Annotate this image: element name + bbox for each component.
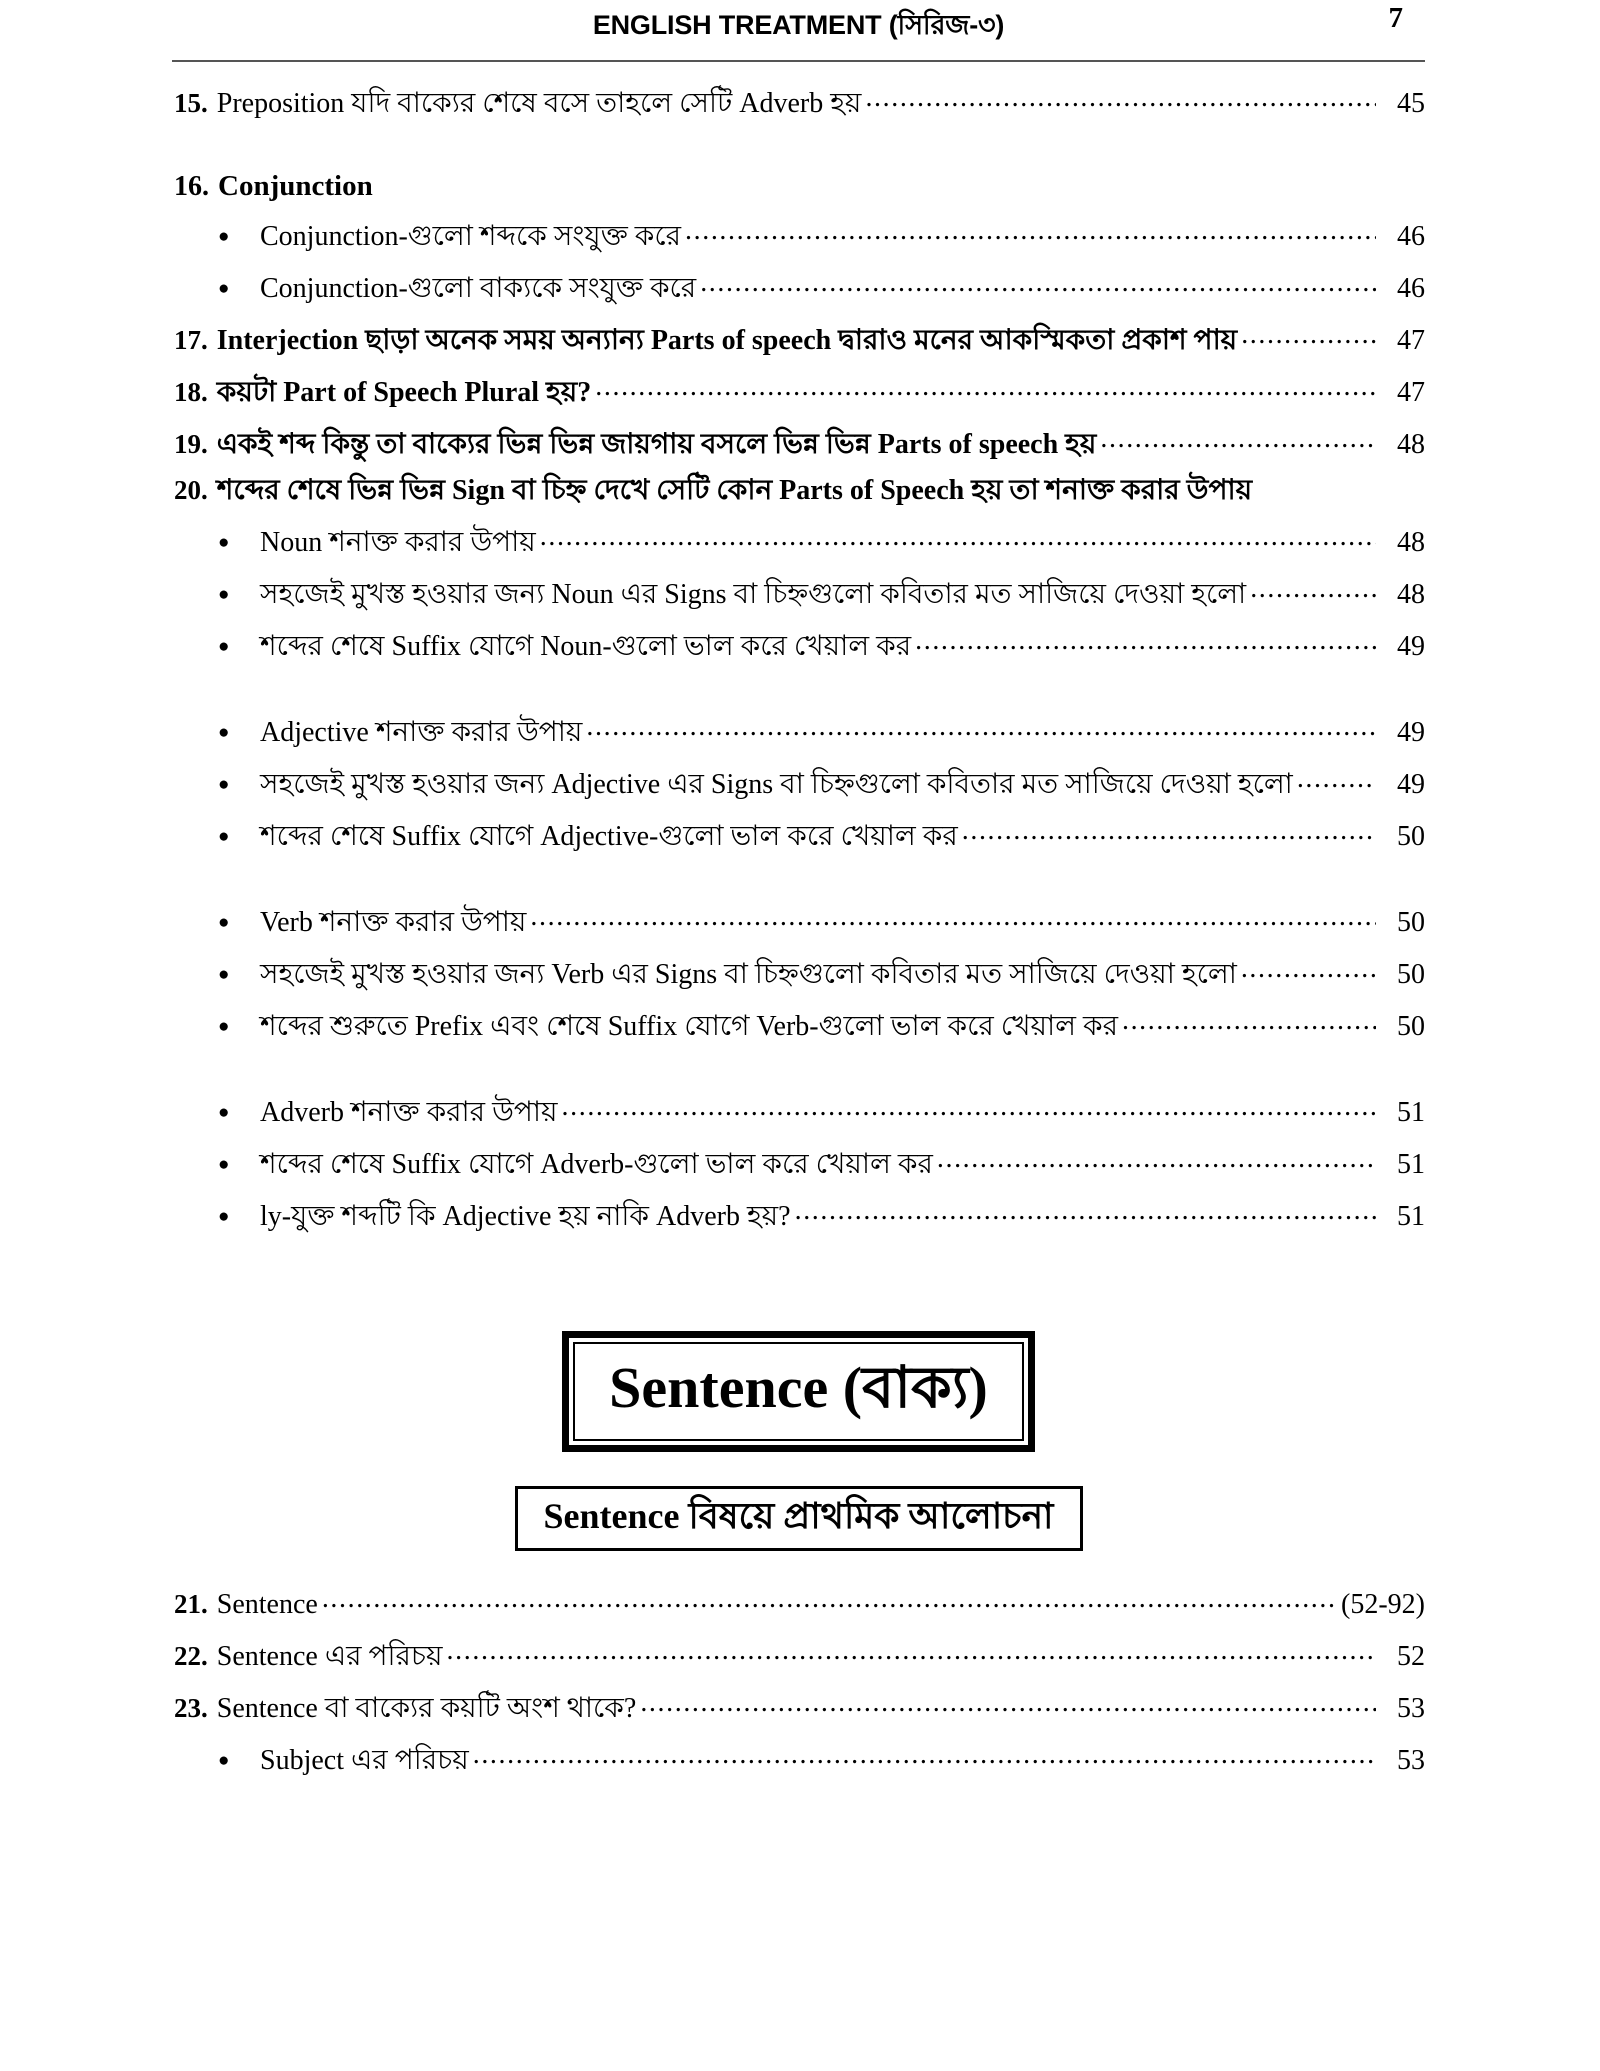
spacer (172, 1551, 1425, 1585)
toc-entry-number: 15. (174, 88, 208, 118)
row-spacer (172, 1231, 1425, 1249)
dot-leader (1241, 321, 1376, 349)
toc-sub-entry[interactable] (172, 765, 1425, 799)
row-spacer (172, 799, 1425, 817)
row-spacer (172, 355, 1425, 373)
toc-list-lower (172, 1585, 1425, 1793)
bullet-icon (218, 579, 260, 605)
toc-entry-page: 51 (1397, 1201, 1425, 1232)
toc-entry-label: Conjunction-গুলো বাক্যকে সংযুক্ত করে (260, 273, 697, 304)
bullet-icon (218, 1011, 260, 1037)
toc-entry-label: Sentence এর পরিচয় (216, 1641, 443, 1673)
toc-entry-label: কয়টা Part of Speech Plural হয়? (216, 377, 592, 408)
toc-heading-label: Conjunction (218, 170, 373, 202)
row-spacer (172, 557, 1425, 575)
toc-sub-entry[interactable] (172, 523, 1425, 557)
toc-sub-entry[interactable] (172, 1093, 1425, 1127)
toc-sub-entry[interactable] (172, 217, 1425, 251)
toc-entry-label: শব্দের শেষে Suffix যোগে Noun-গুলো ভাল করে খেয়াল কর (260, 631, 912, 662)
toc-entry[interactable] (172, 425, 1425, 459)
toc-entry-page: 50 (1397, 1011, 1425, 1042)
toc-entry-label: Interjection ছাড়া অনেক সময় অন্যান্য Parts of speech দ্বারাও মনের আকস্মিকতা প্রকাশ পায় (216, 325, 1238, 356)
toc-entry-label: শব্দের শেষে ভিন্ন ভিন্ন Sign বা চিহ্ন দেখে সেটি কোন Parts of Speech হয় তা শনাক্ত করার উপায় (216, 475, 1253, 506)
spacer (172, 62, 1425, 84)
toc-entry-label: Adverb শনাক্ত করার উপায় (260, 1097, 558, 1128)
bullet-icon (218, 1745, 260, 1771)
group-spacer (172, 1059, 1425, 1093)
toc-sub-entry[interactable] (172, 903, 1425, 937)
toc-entry-page: 53 (1397, 1745, 1425, 1777)
toc-entry-label: Noun শনাক্ত করার উপায় (260, 527, 536, 558)
toc-entry-label: Preposition যদি বাক্যের শেষে বসে তাহলে সেটি Adverb হয় (216, 88, 862, 119)
toc-entry[interactable] (172, 84, 1425, 118)
toc-entry-label: Subject এর পরিচয় (260, 1745, 469, 1777)
dot-leader (595, 373, 1376, 401)
group-spacer (172, 679, 1425, 713)
dot-leader (700, 269, 1376, 297)
row-spacer (172, 1127, 1425, 1145)
toc-sub-entry[interactable] (172, 1741, 1425, 1775)
toc-entry-page: 50 (1397, 907, 1425, 938)
page-content (172, 0, 1425, 1793)
dot-leader (1100, 425, 1376, 453)
dot-leader (795, 1197, 1376, 1225)
toc-entry-label: ly-যুক্ত শব্দটি কি Adjective হয় নাকি Adverb হয়? (260, 1201, 791, 1232)
dot-leader (1241, 955, 1376, 983)
row-spacer (172, 1619, 1425, 1637)
toc-entry-label: শব্দের শুরুতে Prefix এবং শেষে Suffix যোগে Verb-গুলো ভাল করে খেয়াল কর (260, 1011, 1118, 1042)
toc-entry-page: (52-92) (1341, 1589, 1425, 1621)
toc-entry-label: Conjunction-গুলো শব্দকে সংযুক্ত করে (260, 221, 682, 252)
toc-entry-label: Verb শনাক্ত করার উপায় (260, 907, 527, 938)
toc-entry-page: 45 (1397, 88, 1425, 119)
toc-entry-page: 48 (1397, 527, 1425, 558)
spacer (172, 136, 1425, 170)
row-spacer (172, 661, 1425, 679)
bullet-icon (218, 959, 260, 985)
bullet-icon (218, 1201, 260, 1227)
spacer (172, 203, 1425, 217)
row-spacer (172, 1723, 1425, 1741)
row-spacer (172, 937, 1425, 955)
running-header-title: ENGLISH TREATMENT (সিরিজ-৩) (592, 10, 1005, 40)
dot-leader (1297, 765, 1376, 793)
bullet-icon (218, 907, 260, 933)
toc-sub-entry[interactable] (172, 627, 1425, 661)
toc-entry-number: 20. (174, 475, 208, 505)
toc-entry-page: 51 (1397, 1149, 1425, 1180)
toc-entry-label: সহজেই মুখস্ত হওয়ার জন্য Adjective এর Signs বা চিহ্নগুলো কবিতার মত সাজিয়ে দেওয়া হলো (260, 769, 1293, 800)
dot-leader (685, 217, 1376, 245)
toc-entry-label: Sentence (216, 1589, 318, 1621)
dot-leader (640, 1689, 1376, 1717)
dot-leader (530, 903, 1376, 931)
row-spacer (172, 851, 1425, 869)
row-spacer (172, 505, 1425, 523)
toc-sub-entry[interactable] (172, 817, 1425, 851)
row-spacer (172, 1179, 1425, 1197)
toc-entry-page: 51 (1397, 1097, 1425, 1128)
running-header (172, 0, 1425, 62)
toc-entry-page: 50 (1397, 821, 1425, 852)
header-rule (172, 60, 1425, 62)
toc-entry-page: 50 (1397, 959, 1425, 990)
dot-leader (540, 523, 1376, 551)
bullet-icon (218, 273, 260, 299)
toc-entry-label: সহজেই মুখস্ত হওয়ার জন্য Verb এর Signs বা চিহ্নগুলো কবিতার মত সাজিয়ে দেওয়া হলো (260, 959, 1237, 990)
page-number: 7 (1388, 2, 1403, 34)
dot-leader (473, 1741, 1376, 1769)
toc-entry[interactable] (172, 321, 1425, 355)
toc-sub-entry[interactable] (172, 269, 1425, 303)
row-spacer (172, 609, 1425, 627)
section-subtitle-box (515, 1486, 1083, 1552)
bullet-icon (218, 527, 260, 553)
row-spacer (172, 407, 1425, 425)
toc-entry[interactable] (172, 477, 1425, 505)
toc-entry-number: 19. (174, 429, 208, 459)
toc-entry-page: 49 (1397, 769, 1425, 800)
toc-entry[interactable] (172, 1637, 1425, 1671)
toc-entry-page: 53 (1397, 1693, 1425, 1725)
group-spacer (172, 869, 1425, 903)
section-subtitle-text: Sentence বিষয়ে প্রাথমিক আলোচনা (543, 1495, 1054, 1536)
toc-entry-page: 52 (1397, 1641, 1425, 1673)
row-spacer (172, 251, 1425, 269)
toc-entry-page: 48 (1397, 429, 1425, 460)
spacer (172, 1452, 1425, 1486)
toc-sub-entry[interactable] (172, 713, 1425, 747)
bullet-icon (218, 1149, 260, 1175)
dot-leader (865, 84, 1376, 112)
spacer (172, 1249, 1425, 1297)
toc-entry-page: 49 (1397, 631, 1425, 662)
toc-entry-label: শব্দের শেষে Suffix যোগে Adjective-গুলো ভাল করে খেয়াল কর (260, 821, 958, 852)
section-title-box-inner (573, 1342, 1024, 1441)
row-spacer (172, 1671, 1425, 1689)
toc-entry-number: 22. (174, 1641, 208, 1672)
dot-leader (586, 713, 1376, 741)
dot-leader (562, 1093, 1376, 1121)
spacer (172, 1297, 1425, 1331)
row-spacer (172, 1041, 1425, 1059)
toc-sub-entry[interactable] (172, 955, 1425, 989)
row-spacer (172, 747, 1425, 765)
toc-entry-page: 47 (1397, 377, 1425, 408)
section-subtitle-box-wrap (172, 1486, 1425, 1552)
toc-entry-label: Sentence বা বাক্যের কয়টি অংশ থাকে? (216, 1693, 637, 1725)
section-title-box (562, 1331, 1035, 1452)
toc-entry-label: শব্দের শেষে Suffix যোগে Adverb-গুলো ভাল করে খেয়াল কর (260, 1149, 933, 1180)
toc-entry-number: 23. (174, 1693, 208, 1724)
bullet-icon (218, 821, 260, 847)
toc-sub-entry[interactable] (172, 1197, 1425, 1231)
toc-entry-number: 21. (174, 1589, 208, 1620)
toc-entry-page: 46 (1397, 273, 1425, 304)
section-title-text: Sentence (বাক্য) (609, 1355, 988, 1420)
toc-entry-number: 18. (174, 377, 208, 407)
bullet-icon (218, 769, 260, 795)
bullet-icon (218, 221, 260, 247)
toc-entry-label: সহজেই মুখস্ত হওয়ার জন্য Noun এর Signs বা চিহ্নগুলো কবিতার মত সাজিয়ে দেওয়া হলো (260, 579, 1247, 610)
dot-leader (1122, 1007, 1376, 1035)
dot-leader (1250, 575, 1376, 603)
dot-leader (447, 1637, 1376, 1665)
dot-leader (962, 817, 1376, 845)
bullet-icon (218, 631, 260, 657)
toc-entry[interactable] (172, 1585, 1425, 1619)
toc-entry-label: Adjective শনাক্ত করার উপায় (260, 717, 583, 748)
row-spacer (172, 303, 1425, 321)
toc-entry-page: 47 (1397, 325, 1425, 356)
toc-entry-page: 48 (1397, 579, 1425, 610)
toc-entry[interactable] (172, 1689, 1425, 1723)
dot-leader (915, 627, 1376, 655)
section-title-box-wrap (172, 1331, 1425, 1452)
toc-sub-entry[interactable] (172, 575, 1425, 609)
dot-leader (322, 1585, 1336, 1613)
toc-entry-label: একই শব্দ কিন্তু তা বাক্যের ভিন্ন ভিন্ন জায়গায় বসলে ভিন্ন ভিন্ন Parts of speech হয় (216, 429, 1097, 460)
bullet-icon (218, 717, 260, 743)
dot-leader (937, 1145, 1376, 1173)
row-spacer (172, 989, 1425, 1007)
row-spacer (172, 1775, 1425, 1793)
toc-entry-page: 46 (1397, 221, 1425, 252)
toc-heading-number: 16. (174, 171, 209, 202)
toc-entry[interactable] (172, 373, 1425, 407)
bullet-icon (218, 1097, 260, 1123)
toc-list-upper (172, 84, 1425, 1249)
toc-entry-page: 49 (1397, 717, 1425, 748)
toc-sub-entry[interactable] (172, 1145, 1425, 1179)
row-spacer (172, 118, 1425, 136)
toc-sub-entry[interactable] (172, 1007, 1425, 1041)
toc-entry-number: 17. (174, 325, 208, 355)
toc-heading[interactable] (172, 170, 1425, 203)
